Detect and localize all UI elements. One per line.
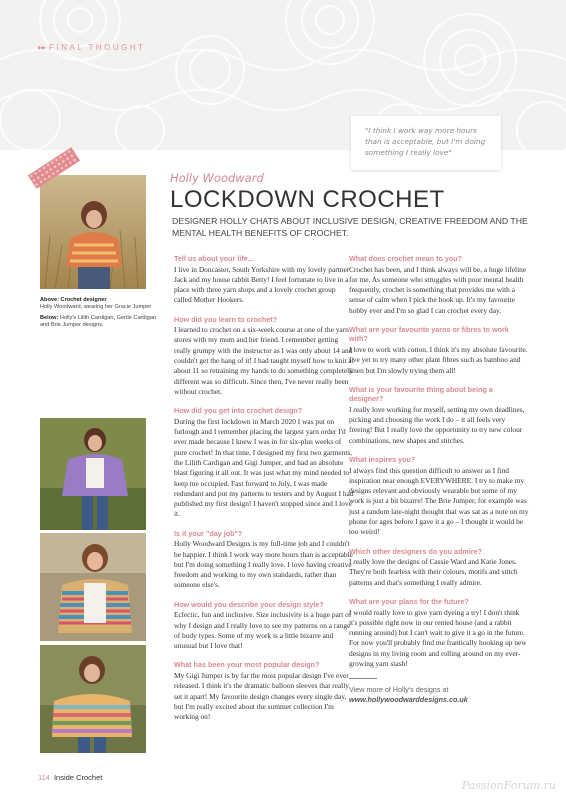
question-heading: What does crochet mean to you? xyxy=(349,254,463,263)
photo-lilith-cardigan xyxy=(40,418,146,530)
qa-block xyxy=(174,406,354,519)
article-column-2 xyxy=(349,254,529,705)
photo-image xyxy=(40,418,146,530)
question-heading: Which other designers do you admire? xyxy=(349,546,482,556)
article-title: LOCKDOWN CROCHET xyxy=(170,186,445,213)
answer-text: Holly Woodward Designs is my full-time job and I couldn't be happier. I think I work way more hours than is acceptable but I'm doing something I really love. I love having creative freedom and working to my own standards, rather than someone else's. xyxy=(174,539,353,590)
photo-captions xyxy=(40,297,158,333)
photo-brie-jumper xyxy=(40,645,146,753)
question-heading: How did you learn to crochet? xyxy=(174,314,278,324)
section-tag xyxy=(38,43,146,52)
question-heading: How did you get into crochet design? xyxy=(174,406,303,416)
answer-text: During the first lockdown in March 2020 I was put on furlough and I remember placing the largest yarn order I'd ever made because I knew I was in for six-plus weeks of pure crochet! In that time, I designed my first two garments, the Lilith Cardigan and Gigi Jumper, and had an absolute blast figuring it all out. It was just what my mind needed to keep me occupied. Fast forward to July, I was made redundant and put my patterns to testers and by August I had published my first design! I haven't stopped since and I love it. xyxy=(174,416,354,519)
photo-image xyxy=(40,175,146,289)
qa-block xyxy=(349,254,529,316)
answer-text: Crochet has been, and I think always will be, a huge lifeline for me. As someone who struggles with poor mental health frequently, crochet is something that provides me with a sense of calm when I pick the hook up. It's my favourite hobby ever and I'm so glad I can crochet every day. xyxy=(349,264,527,315)
pull-quote-text: "I think I work way more hours than is acceptable, but I'm doing something I really love" xyxy=(365,126,486,157)
caption-below xyxy=(40,315,158,330)
photo-holly-field xyxy=(40,175,146,289)
caption-above-text: Holly Woodward, wearing her Gracie Jumper xyxy=(40,304,152,311)
qa-block xyxy=(174,529,354,591)
question-heading: What inspires you? xyxy=(349,455,416,465)
qa-block xyxy=(349,455,529,538)
photo-gertie-cardigan xyxy=(40,533,146,641)
answer-text: My Gigi Jumper is by far the most popular design I've ever released. I think it's the dramatic balloon sleeves that really set it apart! My favourite design changes every single day, but I'm really excited about the summer collection I'm working on! xyxy=(174,670,349,722)
answer-text: I learned to crochet on a six-week course at one of the yarn stores with my mum and her friend. I remember getting really grumpy with the instructor as I was only about 14 and couldn't get the hang of it! I had taught myself how to knit at about 11 so retraining my hands to do something completely different was so difficult. Since then, I've never really been without crochet. xyxy=(174,325,354,396)
author-name: Holly Woodward xyxy=(170,171,264,185)
website-link[interactable]: www.hollywoodwarddesigns.co.uk xyxy=(349,695,468,705)
qa-block xyxy=(174,315,354,398)
qa-block xyxy=(349,547,529,588)
page-number: 114 xyxy=(38,773,50,782)
qa-block xyxy=(349,325,529,376)
question-heading: What are your favourite yarns or fibres to work with? xyxy=(349,324,509,344)
photo-image xyxy=(40,645,146,753)
caption-above-label: Above: xyxy=(40,297,59,303)
question-heading: Is it your "day job"? xyxy=(174,528,243,538)
qa-block xyxy=(349,385,529,446)
caption-below-label: Below: xyxy=(40,314,59,321)
website-promo-label: View more of Holly's designs at xyxy=(349,685,449,695)
answer-text: I always find this question difficult to answer as I find inspiration near enough EVERYWHERE. I try to make my designs relevant and obviously wearable but some of my work is just a bit bizarre! The Brie Jumper, for example was just a random late-night thought that was sat as a note on my phone for ages before I gave it a go – I thought it would be too weird! xyxy=(349,465,529,537)
qa-block xyxy=(349,597,529,669)
qa-block xyxy=(174,660,354,722)
answer-text: I would really love to give yarn dyeing a try! I don't think it's possible right now in our rented house (and a rabbit running around) but I can't wait to give it a go in the future. For now you'll probably find me frantically hooking up new designs in my living room and rolling around on my ever-growing yarn stash! xyxy=(349,607,527,669)
divider xyxy=(349,678,377,679)
article-column-1 xyxy=(174,254,354,731)
question-heading: How would you describe your design style? xyxy=(174,599,324,609)
pull-quote-box xyxy=(351,116,501,170)
answer-text: I love to work with cotton, I think it's my absolute favourite. I've yet to try many other plant fibres such as bamboo and linen but I'm slowly trying them all! xyxy=(349,344,528,375)
answer-text: Eclectic, fun and inclusive. Size inclusivity is a huge part of why I design and I really love to see my patterns on a range of body types. Some of my work is a little bizarre and unusual but I love that! xyxy=(174,610,352,651)
watermark: PassionForum.ru xyxy=(461,779,556,792)
magazine-name: Inside Crochet xyxy=(53,773,103,782)
caption-below-text: Holly's Lilith Cardigan, Gertie Cardigan and Brie Jumper designs. xyxy=(40,314,157,329)
question-heading: What is your favourite thing about being a designer? xyxy=(349,384,493,404)
answer-text: I really love the designs of Cassie Ward and Katie Jones. They're both fearless with their colours, motifs and stitch patterns and that's something I really admire. xyxy=(349,557,518,587)
page-folio xyxy=(38,773,102,782)
qa-block xyxy=(174,254,354,306)
article-standfirst: DESIGNER HOLLY CHATS ABOUT INCLUSIVE DESIGN, CREATIVE FREEDOM AND THE MENTAL HEALTH BENEFITS OF CROCHET. xyxy=(172,216,528,238)
section-tag-label: FINAL THOUGHT xyxy=(49,43,146,52)
question-heading: Tell us about your life... xyxy=(174,254,254,263)
qa-block xyxy=(174,600,354,652)
website-promo xyxy=(349,685,529,705)
caption-above-title: Crochet designer xyxy=(60,297,107,303)
question-heading: What are your plans for the future? xyxy=(349,597,469,607)
answer-text: I live in Doncaster, South Yorkshire with my lovely partner Jack and my house rabbit Betty! I feel fortunate to live in a place with three yarn shops and a lovely crochet group called Mother Hookers. xyxy=(174,264,350,305)
question-heading: What has been your most popular design? xyxy=(174,660,320,670)
caption-above xyxy=(40,297,158,312)
double-arrow-icon: ▸▸ xyxy=(38,43,47,52)
answer-text: I really love working for myself, setting my own deadlines, picking and choosing the work I do – it all feels very freeing! But I really love the opportunity to try new colour combinations, new shapes and stitches. xyxy=(349,404,525,445)
photo-image xyxy=(40,533,146,641)
